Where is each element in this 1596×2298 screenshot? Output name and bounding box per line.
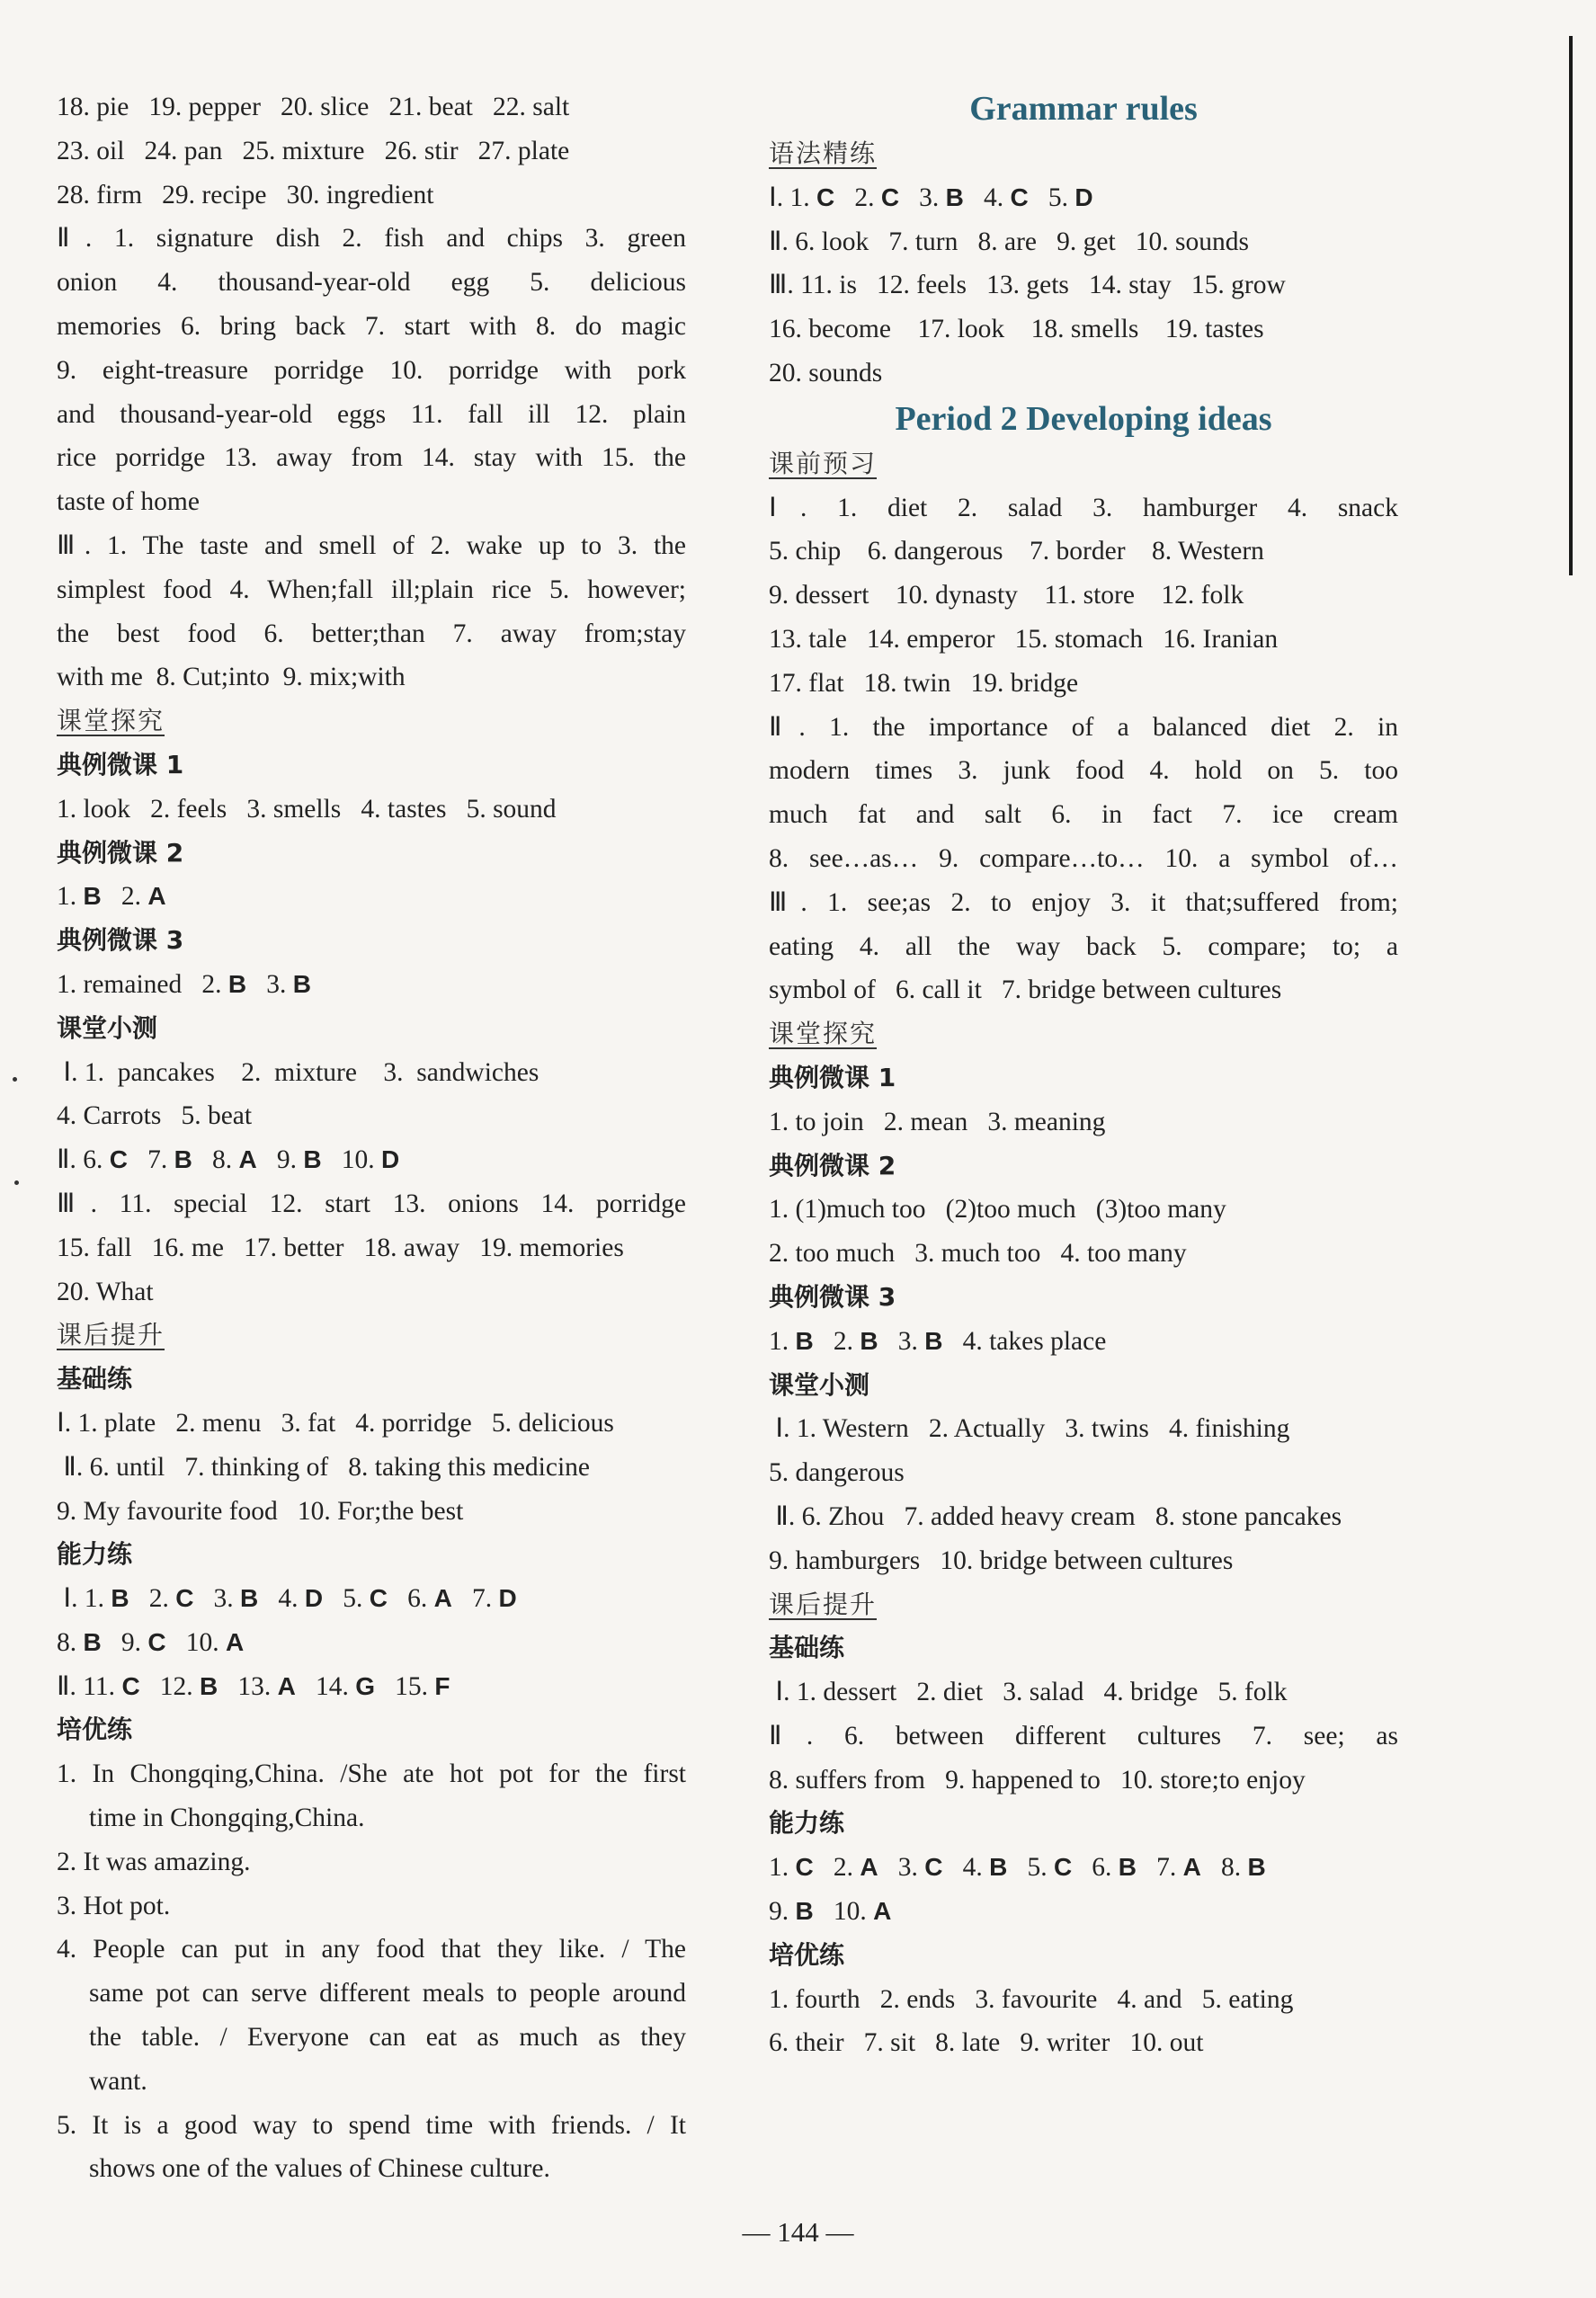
answer-line: 20. sounds — [769, 358, 883, 387]
answer-choice: B — [174, 1145, 192, 1174]
answer-line: Ⅲ. 11. is 12. feels 13. gets 14. stay 15. grow — [769, 271, 1286, 300]
answer-line: 8. see…as… 9. compare…to… 10. a symbol of… — [769, 843, 1398, 873]
margin-dot — [14, 1180, 19, 1185]
answer-number: 2. — [834, 183, 881, 212]
answer-line: simplest food 4. When;fall ill;plain rice 5. however; — [57, 574, 686, 604]
answer-number: 4. — [258, 1584, 305, 1614]
answer-number: Ⅱ. 6. — [57, 1145, 110, 1175]
answer-line: onion 4. thousand-year-old egg 5. delicious — [57, 268, 686, 298]
answer-line: Ⅰ. 1. pancakes 2. mixture 3. sandwiches — [57, 1057, 539, 1087]
answer-line — [57, 875, 686, 919]
answer-line: 1. (1)much too (2)too much (3)too many — [769, 1195, 1226, 1225]
answer-number: 13. — [218, 1671, 278, 1701]
answer-number: 9. — [256, 1145, 304, 1175]
answer-line: 4. People can put in any food that they like. / The — [57, 1935, 686, 1964]
subsection-heading: 能力练 — [57, 1539, 133, 1570]
answer-choice: B — [292, 969, 311, 998]
answer-number: 3. — [899, 183, 946, 212]
answer-number: 4. — [963, 183, 1011, 212]
answer-number: 9. — [101, 1627, 148, 1657]
answer-number: 10. — [813, 1897, 874, 1927]
answer-choice: B — [83, 882, 102, 911]
answer-choice: G — [355, 1671, 376, 1700]
answer-number: Ⅱ. 11. — [57, 1671, 122, 1701]
answer-choice: C — [816, 183, 835, 211]
answer-line: Ⅰ. 1. diet 2. salad 3. hamburger 4. snack — [769, 493, 1398, 522]
answer-line: 5. chip 6. dangerous 7. border 8. Western — [769, 537, 1264, 566]
answer-choice: C — [175, 1584, 194, 1613]
subsection-heading: 典例微课 1 — [57, 749, 184, 779]
answer-choice: B — [795, 1326, 814, 1355]
answer-number: 10. — [321, 1145, 381, 1175]
answer-choice: B — [83, 1627, 102, 1656]
answer-line: and thousand-year-old eggs 11. fall ill 12. plain — [57, 399, 686, 429]
answer-line: 3. Hot pot. — [57, 1891, 171, 1920]
answer-line: 15. fall 16. me 17. better 18. away 19. memories — [57, 1233, 624, 1262]
answer-choice: A — [225, 1627, 245, 1656]
subsection-heading: 课堂小测 — [57, 1012, 158, 1043]
answer-choice: B — [240, 1584, 259, 1613]
answer-number: 3. — [878, 1853, 925, 1883]
answer-choice: C — [121, 1671, 140, 1700]
subsection-heading: 培优练 — [769, 1939, 845, 1970]
answer-number: 7. — [451, 1584, 499, 1614]
answer-line: 28. firm 29. recipe 30. ingredient — [57, 180, 434, 209]
answer-line — [769, 1890, 1398, 1934]
subsection-heading: 典例微课 2 — [57, 837, 184, 868]
answer-line: 5. dangerous — [769, 1458, 905, 1488]
answer-choice: B — [200, 1671, 218, 1700]
answer-choice: C — [795, 1853, 814, 1882]
answer-line: Ⅱ. 1. the importance of a balanced diet 2. in — [769, 712, 1398, 742]
answer-choice: A — [433, 1584, 452, 1613]
answer-line — [57, 1665, 686, 1709]
answer-line: 5. It is a good way to spend time with friends. / It — [57, 2110, 686, 2140]
answer-number: 7. — [128, 1145, 174, 1175]
answer-line — [57, 1138, 686, 1182]
answer-line: 2. It was amazing. — [57, 1847, 251, 1876]
answer-line: 9. eight-treasure porridge 10. porridge with pork — [57, 355, 686, 385]
answer-line: the best food 6. better;than 7. away from;stay — [57, 619, 686, 648]
answer-number: 1. — [769, 1326, 796, 1356]
answer-line: 20. What — [57, 1277, 154, 1306]
answer-number: 14. — [295, 1671, 356, 1701]
margin-dot — [13, 1077, 17, 1082]
subsection-heading: 课堂小测 — [769, 1369, 870, 1400]
answer-number: 8. — [57, 1627, 84, 1657]
answer-choice: C — [109, 1145, 129, 1174]
answer-choice: A — [873, 1897, 892, 1926]
answer-number: 4. — [942, 1853, 990, 1883]
answer-choice: D — [1074, 183, 1093, 211]
answer-number: 2. — [813, 1326, 860, 1356]
answer-choice: F — [434, 1671, 450, 1700]
answer-choice: B — [924, 1326, 943, 1355]
edge-rule — [1569, 36, 1573, 575]
answer-number: 5. — [1028, 183, 1075, 212]
answer-number: 6. — [388, 1584, 434, 1614]
answer-line: 23. oil 24. pan 25. mixture 26. stir 27. plate — [57, 136, 570, 165]
answer-line: 1. In Chongqing,China. /She ate hot pot for the first — [57, 1759, 686, 1789]
answer-line: 17. flat 18. twin 19. bridge — [769, 668, 1079, 698]
section-title: Grammar rules — [969, 90, 1198, 128]
answer-line: rice porridge 13. away from 14. stay with 15. the — [57, 443, 686, 473]
answer-line: same pot can serve different meals to people around — [89, 1979, 686, 2009]
answer-choice: D — [304, 1584, 324, 1613]
section-heading: 课堂探究 — [57, 706, 165, 736]
answer-line — [57, 1621, 686, 1665]
section-heading: 课后提升 — [769, 1589, 878, 1619]
answer-line — [57, 963, 686, 1007]
answer-choice: C — [147, 1627, 166, 1656]
answer-line: 2. too much 3. much too 4. too many — [769, 1239, 1187, 1269]
answer-line: Ⅲ. 11. special 12. start 13. onions 14. porridge — [57, 1189, 686, 1218]
subsection-heading: 基础练 — [57, 1364, 133, 1394]
answer-line — [57, 1577, 686, 1621]
answer-number: 10. — [165, 1627, 226, 1657]
answer-choice: B — [303, 1145, 322, 1174]
subsection-heading: 典例微课 3 — [57, 925, 184, 956]
section-heading: 课前预习 — [769, 448, 878, 478]
answer-choice: D — [380, 1145, 400, 1174]
answer-number: 8. — [192, 1145, 239, 1175]
answer-number: 7. — [1137, 1853, 1183, 1883]
subsection-heading: 典例微课 1 — [769, 1062, 896, 1092]
answer-line: modern times 3. junk food 4. hold on 5. too — [769, 756, 1398, 786]
section-title: Period 2 Developing ideas — [895, 399, 1272, 438]
answer-line: Ⅰ. 1. Western 2. Actually 3. twins 4. finishing — [769, 1414, 1290, 1444]
answer-line: the table. / Everyone can eat as much as they — [89, 2023, 686, 2053]
answer-choice: C — [880, 183, 900, 211]
answer-line: 4. Carrots 5. beat — [57, 1101, 253, 1131]
answer-number: 2. — [813, 1853, 860, 1883]
answer-choice: B — [989, 1853, 1008, 1882]
answer-choice: C — [924, 1853, 943, 1882]
answer-number: 3. — [878, 1326, 925, 1356]
answer-choice: B — [227, 969, 247, 998]
answer-choice: B — [860, 1326, 878, 1355]
answer-line: Ⅰ. 1. dessert 2. diet 3. salad 4. bridge 5. folk — [769, 1678, 1288, 1707]
answer-number: 8. — [1200, 1853, 1248, 1883]
answer-choice: B — [795, 1897, 814, 1926]
answer-number: 1. — [769, 1853, 796, 1883]
answer-line: much fat and salt 6. in fact 7. ice cream — [769, 800, 1398, 830]
answer-line: 1. to join 2. mean 3. meaning — [769, 1107, 1106, 1136]
answer-choice: B — [945, 183, 964, 211]
answer-line: Ⅱ. 1. signature dish 2. fish and chips 3. green — [57, 224, 686, 254]
answer-line: 9. dessert 10. dynasty 11. store 12. folk — [769, 581, 1244, 610]
answer-line: 18. pie 19. pepper 20. slice 21. beat 22. salt — [57, 93, 570, 121]
answer-choice: C — [1010, 183, 1029, 211]
answer-number: 5. — [323, 1584, 370, 1614]
answer-line: memories 6. bring back 7. start with 8. do magic — [57, 311, 686, 341]
answer-number: 9. — [769, 1897, 796, 1927]
answer-line: 6. their 7. sit 8. late 9. writer 10. out — [769, 2028, 1204, 2058]
answer-number: 3. — [193, 1584, 241, 1614]
answer-line: eating 4. all the way back 5. compare; to; a — [769, 931, 1398, 961]
answer-line: Ⅱ. 6. look 7. turn 8. are 9. get 10. sounds — [769, 227, 1249, 256]
left-column — [57, 85, 686, 2191]
answer-line: with me 8. Cut;into 9. mix;with — [57, 663, 406, 692]
answer-number: 2. — [129, 1584, 176, 1614]
subsection-heading: 典例微课 2 — [769, 1150, 896, 1180]
subsection-heading: 基础练 — [769, 1633, 845, 1663]
answer-choice: A — [860, 1853, 878, 1882]
answer-line: time in Chongqing,China. — [89, 1804, 365, 1833]
answer-line: Ⅱ. 6. Zhou 7. added heavy cream 8. stone pancakes — [769, 1501, 1342, 1531]
answer-number: Ⅰ. 1. — [57, 1584, 111, 1614]
answer-number: 1. — [57, 882, 84, 912]
answer-line: 9. hamburgers 10. bridge between cultures — [769, 1545, 1234, 1575]
answer-line: 13. tale 14. emperor 15. stomach 16. Iranian — [769, 624, 1279, 654]
answer-line: taste of home — [57, 487, 200, 517]
answer-choice: B — [111, 1584, 129, 1613]
answer-choice: D — [498, 1584, 517, 1613]
answer-line: Ⅰ. 1. plate 2. menu 3. fat 4. porridge 5. delicious — [57, 1408, 614, 1438]
page-number: — 144 — — [742, 2216, 854, 2248]
answer-line: 16. become 17. look 18. smells 19. tastes — [769, 315, 1264, 344]
answer-line — [769, 1846, 1398, 1890]
answer-choice: B — [1118, 1853, 1137, 1882]
answer-number: 3. — [246, 969, 293, 999]
answer-choice: A — [238, 1145, 257, 1174]
answer-number: 6. — [1072, 1853, 1119, 1883]
answer-line: 1. look 2. feels 3. smells 4. tastes 5. sound — [57, 794, 557, 824]
section-heading: 语法精练 — [769, 138, 878, 168]
subsection-heading: 能力练 — [769, 1808, 845, 1839]
answer-choice: B — [1247, 1853, 1266, 1882]
answer-choice: C — [369, 1584, 388, 1613]
answer-number: 15. — [375, 1671, 435, 1701]
right-column — [769, 85, 1398, 2065]
answer-choice: A — [1182, 1853, 1201, 1882]
answer-number: 1. remained 2. — [57, 969, 228, 999]
answer-choice: C — [1053, 1853, 1073, 1882]
answer-number: 12. — [139, 1671, 201, 1701]
answer-line — [769, 176, 1398, 220]
section-heading: 课堂探究 — [769, 1019, 878, 1049]
answer-line: 8. suffers from 9. happened to 10. store;to enjoy — [769, 1765, 1306, 1795]
subsection-heading: 典例微课 3 — [769, 1281, 896, 1312]
answer-line: 9. My favourite food 10. For;the best — [57, 1496, 464, 1526]
answer-line: symbol of 6. call it 7. bridge between cultures — [769, 975, 1282, 1005]
answer-line: want. — [89, 2066, 147, 2096]
answer-line — [769, 1320, 1398, 1364]
answer-line: Ⅱ. 6. until 7. thinking of 8. taking this medicine — [57, 1452, 590, 1482]
answer-line: Ⅲ. 1. see;as 2. to enjoy 3. it that;suffered from; — [769, 887, 1398, 917]
answer-line: Ⅱ. 6. between different cultures 7. see; as — [769, 1721, 1398, 1750]
section-heading: 课后提升 — [57, 1320, 165, 1350]
answer-number: Ⅰ. 1. — [769, 183, 816, 212]
answer-line: shows one of the values of Chinese culture. — [89, 2154, 550, 2184]
answer-line: Ⅲ. 1. The taste and smell of 2. wake up to 3. the — [57, 530, 686, 560]
answer-number: 5. — [1007, 1853, 1054, 1883]
answer-choice: A — [277, 1671, 296, 1700]
answer-number: 4. takes place — [942, 1326, 1107, 1356]
subsection-heading: 培优练 — [57, 1715, 133, 1745]
answer-line: 1. fourth 2. ends 3. favourite 4. and 5. eating — [769, 1984, 1294, 2014]
answer-number: 2. — [101, 882, 148, 912]
answer-choice: A — [147, 882, 166, 911]
